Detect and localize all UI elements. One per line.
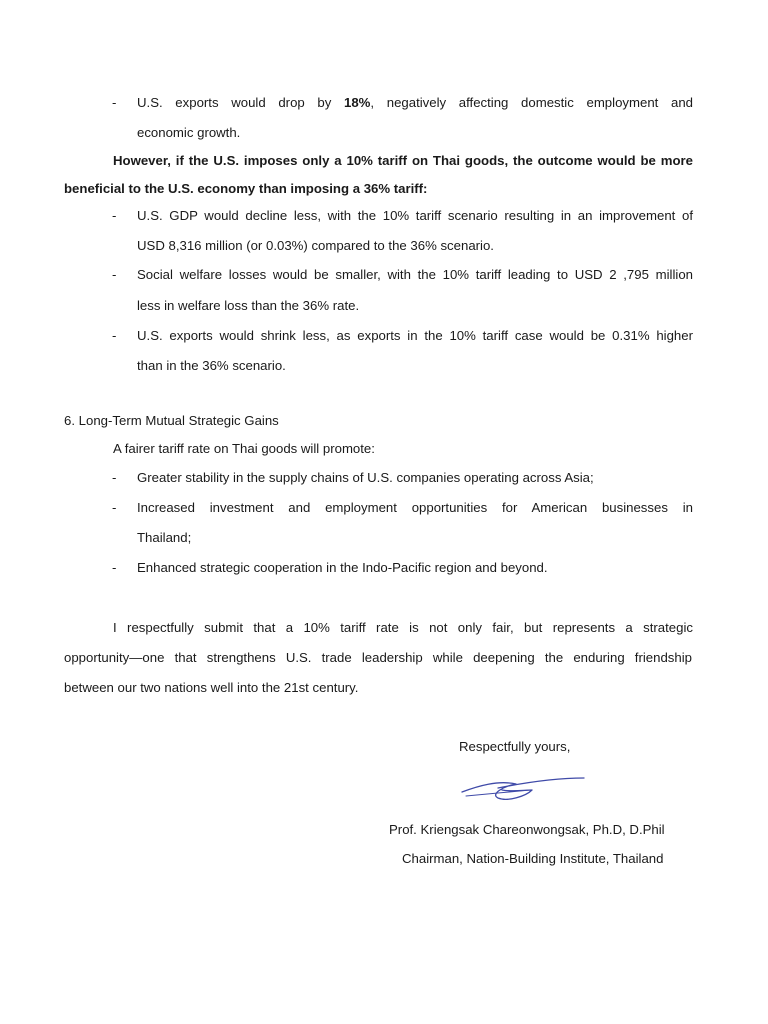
bullet-exports-shrink-line2: than in the 36% scenario.: [137, 358, 286, 373]
bullet-text: , negatively affecting domestic employment and: [370, 95, 693, 110]
bullet-gdp-line2: USD 8,316 million (or 0.03%) compared to the 36% scenario.: [137, 238, 494, 253]
closing-salutation: Respectfully yours,: [459, 739, 571, 754]
signatory-title: Chairman, Nation-Building Institute, Thailand: [402, 851, 664, 866]
bullet-dash: -: [112, 208, 117, 223]
bullet-exports-drop-line1: [137, 94, 693, 112]
bullet-bold-value: 18%: [344, 95, 371, 110]
bullet-dash: -: [112, 500, 117, 515]
bullet-dash: -: [112, 328, 117, 343]
signature-image: [458, 768, 588, 804]
section-intro: A fairer tariff rate on Thai goods will promote:: [113, 441, 375, 456]
bullet-welfare-line1: Social welfare losses would be smaller, with the 10% tariff leading to USD 2 ,795 million: [137, 267, 693, 282]
signatory-name: Prof. Kriengsak Chareonwongsak, Ph.D, D.Phil: [389, 822, 665, 837]
bullet-supply-chain: Greater stability in the supply chains of U.S. companies operating across Asia;: [137, 470, 594, 485]
bullet-cooperation: Enhanced strategic cooperation in the Indo-Pacific region and beyond.: [137, 560, 548, 575]
bullet-dash: -: [112, 267, 117, 282]
closing-paragraph-line3: between our two nations well into the 21st century.: [64, 680, 359, 695]
bullet-investment-line2: Thailand;: [137, 530, 192, 545]
bullet-dash: -: [112, 95, 117, 110]
bullet-welfare-line2: less in welfare loss than the 36% rate.: [137, 298, 360, 313]
bullet-text: U.S. exports would drop by: [137, 95, 344, 110]
bullet-dash: -: [112, 560, 117, 575]
signature-stroke: [462, 778, 584, 799]
closing-paragraph-line1: I respectfully submit that a 10% tariff rate is not only fair, but represents a strategic: [113, 620, 693, 635]
however-paragraph-line1: However, if the U.S. imposes only a 10% tariff on Thai goods, the outcome would be more: [113, 153, 693, 168]
bullet-gdp-line1: U.S. GDP would decline less, with the 10% tariff scenario resulting in an improvement of: [137, 208, 693, 223]
bullet-exports-drop-line2: economic growth.: [137, 125, 241, 140]
closing-paragraph-line2: opportunity—one that strengthens U.S. trade leadership while deepening the enduring friendship: [64, 650, 692, 665]
however-paragraph-line2: beneficial to the U.S. economy than imposing a 36% tariff:: [64, 181, 428, 196]
bullet-exports-shrink-line1: U.S. exports would shrink less, as exports in the 10% tariff case would be 0.31% higher: [137, 328, 693, 343]
section-heading: 6. Long-Term Mutual Strategic Gains: [64, 413, 279, 428]
bullet-dash: -: [112, 470, 117, 485]
bullet-investment-line1: Increased investment and employment opportunities for American businesses in: [137, 500, 693, 515]
